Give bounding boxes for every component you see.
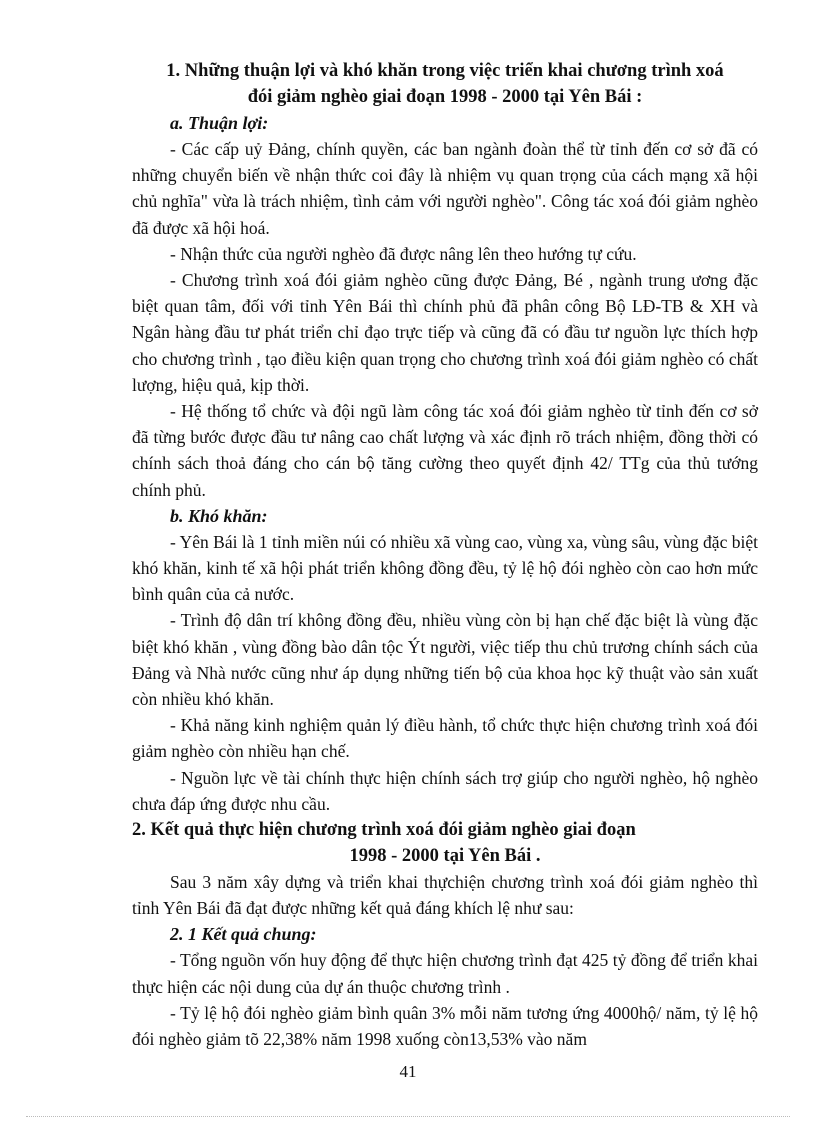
page-number: 41 <box>399 1062 417 1081</box>
section-a-title: a. Thuận lợi: <box>170 113 269 133</box>
section-b-paragraph: - Yên Bái là 1 tỉnh miền núi có nhiều xã vùng cao, vùng xa, vùng sâu, vùng đặc biệt khó khăn, kinh tế xã hội phát triển không đồng đều, tỷ lệ hộ đói nghèo còn cao hơn mức bình quân của cả nước. <box>132 531 758 605</box>
intro-paragraph: Sau 3 năm xây dựng và triển khai thựchiện chương trình xoá đói giảm nghèo thì tỉnh Yên Bái đã đạt được những kết quả đáng khích lệ như sau: <box>132 872 758 919</box>
section-a-paragraph: - Hệ thống tổ chức và đội ngũ làm công tác xoá đói giảm nghèo từ tỉnh đến cơ sở đã từng bước được đầu tư nâng cao chất lượng và xác định rõ trách nhiệm, đồng thời có chính sách thoả đáng cho cán bộ tăng cường theo quyết định 42/ TTg của thủ tướng chính phủ. <box>132 401 758 500</box>
section-b-paragraph: - Khả năng kinh nghiệm quản lý điều hành, tổ chức thực hiện chương trình xoá đói giảm nghèo còn nhiều hạn chế. <box>132 715 758 762</box>
section-2-1-paragraph: - Tỷ lệ hộ đói nghèo giảm bình quân 3% mỗi năm tương ứng 4000hộ/ năm, tỷ lệ hộ đói nghèo giảm tõ 22,38% năm 1998 xuống còn13,53% vào năm <box>132 1002 758 1050</box>
section-2-1-title: 2. 1 Kết quả chung: <box>170 924 317 945</box>
section-b-title: b. Khó khăn: <box>170 505 268 526</box>
section-b-paragraph: - Nguồn lực về tài chính thực hiện chính sách trợ giúp cho người nghèo, hộ nghèo chưa đáp ứng được nhu cầu. <box>132 767 758 814</box>
section-a-paragraph: - Chương trình xoá đói giảm nghèo cũng được Đảng, Bé , ngành trung ương đặc biệt quan tâm, đối với tỉnh Yên Bái thì chính phủ đã phân công Bộ LĐ-TB & XH và Ngân hàng đầu tư phát triển chỉ đạo trực tiếp và cũng đã có đầu tư nguồn lực thích hợp cho chương trình , tạo điều kiện quan trọng cho chương trình xoá đói giảm nghèo có chất lượng, hiệu quả, kịp thời. <box>132 270 758 395</box>
section-b-paragraph: - Trình độ dân trí không đồng đều, nhiều vùng còn bị hạn chế đặc biệt là vùng đặc biệt khó khăn , vùng đồng bào dân tộc Ýt người, việc tiếp thu chủ trương chính sách của Đảng và Nhà nước cũng như áp dụng những tiến bộ của khoa học kỹ thuật vào sản xuất còn nhiều khó khăn. <box>132 610 758 710</box>
section-a-paragraph: - Nhận thức của người nghèo đã được nâng lên theo hướng tự cứu. <box>170 243 637 264</box>
document-page <box>132 58 758 1052</box>
heading-2-line-2: 1998 - 2000 tại Yên Bái . <box>349 846 541 867</box>
heading-2-line-1: 2. Kết quả thực hiện chương trình xoá đói giảm nghèo giai đoạn <box>132 820 636 841</box>
section-a-paragraph: - Các cấp uỷ Đảng, chính quyền, các ban ngành đoàn thể từ tỉnh đến cơ sở đã có những chuyển biến về nhận thức coi đây là nhiệm vụ quan trọng của cách mạng xã hội chủ nghĩa" vừa là trách nhiệm, tình cảm với người nghèo". Công tác xoá đói giảm nghèo đã được xã hội hoá. <box>132 139 758 238</box>
heading-1-line-1: 1. Những thuận lợi và khó khăn trong việc triển khai chương trình xoá <box>166 61 724 81</box>
section-2-1-paragraph: - Tổng nguồn vốn huy động để thực hiện chương trình đạt 425 tỷ đồng để triển khai thực hiện các nội dung của dự án thuộc chương trình . <box>132 950 758 997</box>
page-divider <box>26 1116 790 1117</box>
heading-1-line-2: đói giảm nghèo giai đoạn 1998 - 2000 tại Yên Bái : <box>247 87 643 107</box>
